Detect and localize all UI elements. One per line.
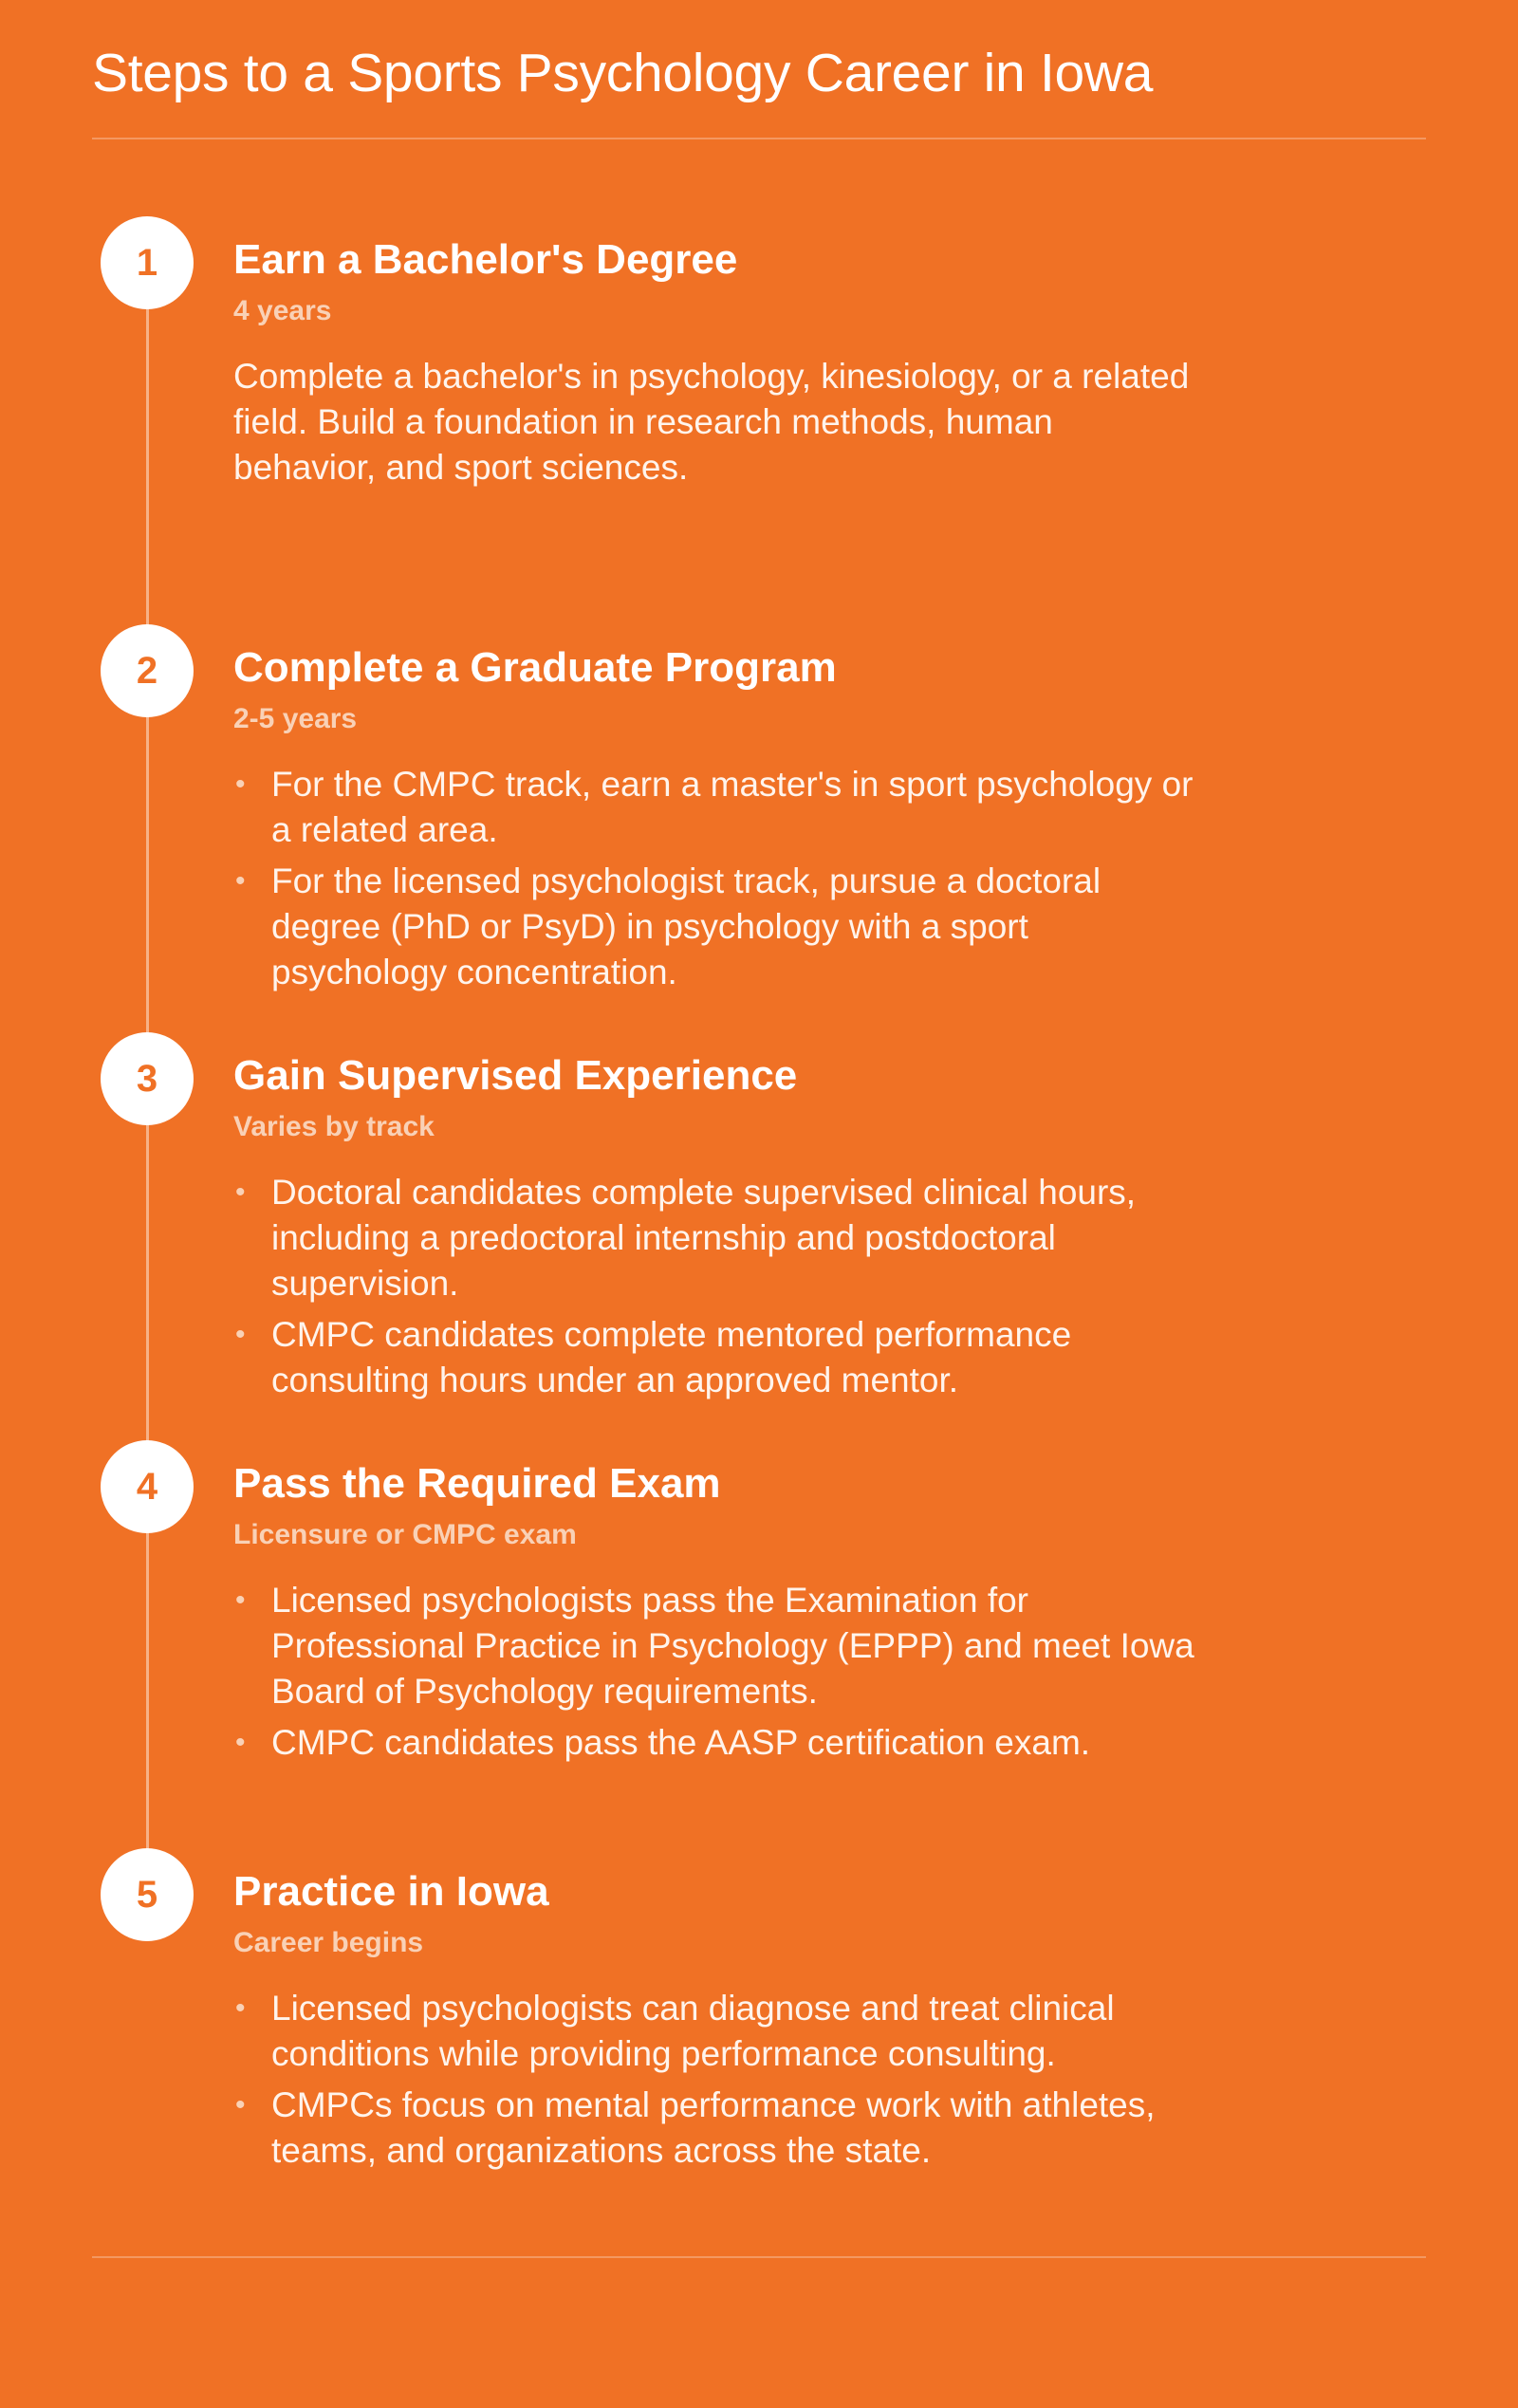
step-number-badge: 3 xyxy=(101,1032,194,1125)
list-item-text: CMPCs focus on mental performance work with athletes, teams, and organizations across the state. xyxy=(271,2085,1156,2170)
step-content xyxy=(233,1440,1201,1771)
bottom-divider xyxy=(92,2256,1426,2258)
step-duration: Licensure or CMPC exam xyxy=(233,1519,577,1550)
list-item xyxy=(233,1170,1201,1306)
list-item-text: Licensed psychologists can diagnose and treat clinical conditions while providing performance consulting. xyxy=(271,1989,1115,2073)
bullet-icon: • xyxy=(235,2089,246,2121)
step-title: Practice in Iowa xyxy=(233,1868,549,1915)
list-item xyxy=(233,1312,1201,1403)
list-item-text: CMPC candidates pass the AASP certification exam. xyxy=(271,1723,1091,1762)
list-item-text: For the licensed psychologist track, pursue a doctoral degree (PhD or PsyD) in psychology with a sport psychology concentration. xyxy=(271,861,1101,991)
list-item xyxy=(233,859,1201,995)
step-duration: 4 years xyxy=(233,295,332,326)
step-duration: Varies by track xyxy=(233,1111,435,1142)
list-item-text: CMPC candidates complete mentored performance consulting hours under an approved mentor. xyxy=(271,1315,1072,1399)
list-item xyxy=(233,1986,1201,2077)
step-content xyxy=(233,1848,1201,2179)
bullet-icon: • xyxy=(235,1992,246,2024)
step-number-badge: 4 xyxy=(101,1440,194,1533)
list-item-text: Doctoral candidates complete supervised clinical hours, including a predoctoral internship and postdoctoral supervision. xyxy=(271,1173,1137,1303)
step-content xyxy=(233,1032,1201,1409)
list-item xyxy=(233,2083,1201,2174)
step-bullet-list xyxy=(233,762,1201,995)
top-divider xyxy=(92,138,1426,139)
list-item-text: For the CMPC track, earn a master's in sport psychology or a related area. xyxy=(271,765,1194,849)
step-title: Gain Supervised Experience xyxy=(233,1052,798,1099)
step-duration: Career begins xyxy=(233,1927,424,1958)
step-bullet-list xyxy=(233,1170,1201,1403)
step-title: Earn a Bachelor's Degree xyxy=(233,236,738,283)
bullet-icon: • xyxy=(235,1584,246,1616)
step-number-badge: 2 xyxy=(101,624,194,717)
step-duration: 2-5 years xyxy=(233,703,358,734)
list-item xyxy=(233,762,1201,853)
bullet-icon: • xyxy=(235,1176,246,1208)
bullet-icon: • xyxy=(235,769,246,800)
bullet-icon: • xyxy=(235,1727,246,1758)
step-title: Complete a Graduate Program xyxy=(233,644,837,691)
list-item xyxy=(233,1720,1201,1766)
step-content xyxy=(233,216,1201,491)
list-item-text: Licensed psychologists pass the Examination for Professional Practice in Psychology (EPPP) and meet Iowa Board of Psychology requirements. xyxy=(271,1581,1194,1711)
page-title: Steps to a Sports Psychology Career in Iowa xyxy=(92,43,1154,103)
step-number-badge: 5 xyxy=(101,1848,194,1941)
step-description: Complete a bachelor's in psychology, kinesiology, or a related field. Build a foundation in research methods, human behavior, and sport sciences. xyxy=(233,357,1190,487)
step-content xyxy=(233,624,1201,1001)
step-title: Pass the Required Exam xyxy=(233,1460,721,1507)
bullet-icon: • xyxy=(235,1319,246,1350)
step-bullet-list xyxy=(233,1986,1201,2174)
step-number-badge: 1 xyxy=(101,216,194,309)
bullet-icon: • xyxy=(235,865,246,897)
step-bullet-list xyxy=(233,1578,1201,1766)
list-item xyxy=(233,1578,1201,1714)
